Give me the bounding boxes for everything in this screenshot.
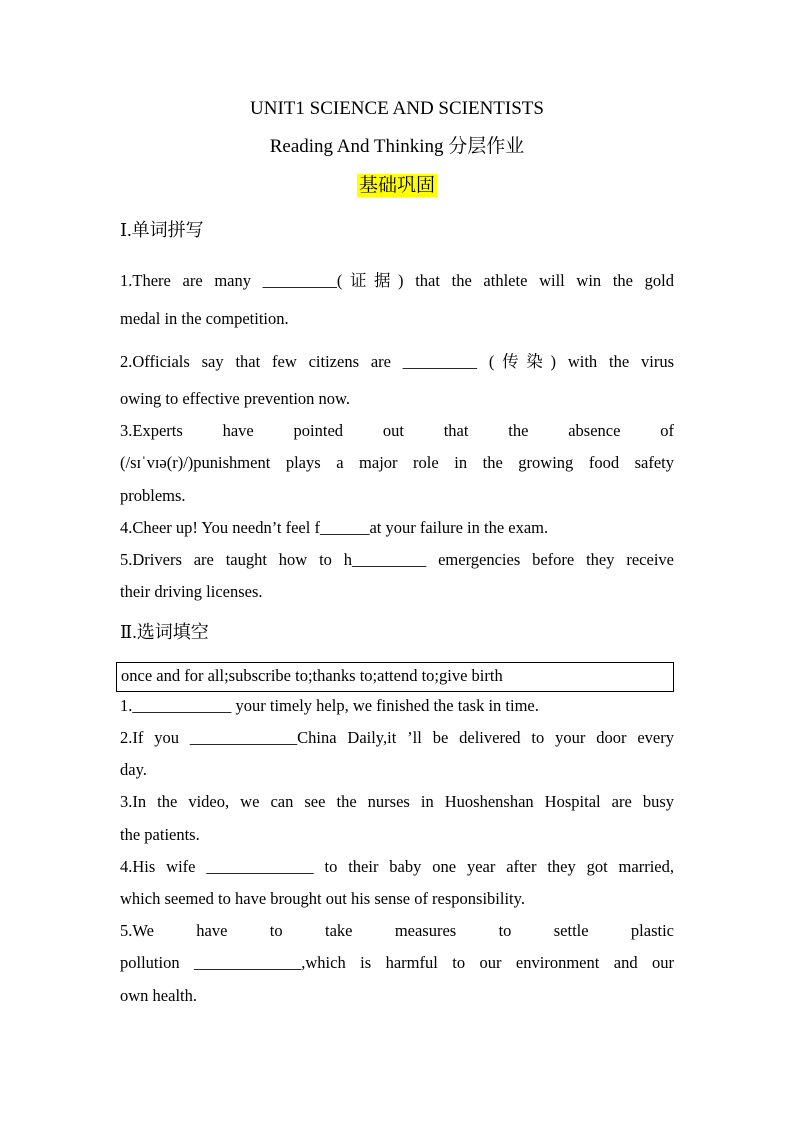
fill-blank-line: which seemed to have brought out his sense of responsibility. xyxy=(120,889,525,908)
fill-blank-line: 4.His wife _____________ to their baby one year after they got married, xyxy=(120,857,674,876)
spelling-line: medal in the competition. xyxy=(120,309,289,328)
fill-blank-line: 5.We have to take measures to settle plastic xyxy=(120,921,674,940)
fill-blank-line: pollution _____________,which is harmful to our environment and our xyxy=(120,953,674,972)
section-heading-spelling: Ⅰ.单词拼写 xyxy=(120,220,204,240)
fill-blank-line: 1.____________ your timely help, we finished the task in time. xyxy=(120,696,539,715)
section-heading-word-choice: Ⅱ.选词填空 xyxy=(120,622,209,642)
word-bank-box: once and for all;subscribe to;thanks to;attend to;give birth xyxy=(116,662,674,692)
spelling-line: 1.There are many _________(证据) that the athlete will win the gold xyxy=(120,271,674,290)
fill-blank-line: day. xyxy=(120,760,147,779)
level-badge: 基础巩固 xyxy=(358,175,435,196)
page-subtitle: Reading And Thinking 分层作业 xyxy=(269,136,525,157)
level-badge-row xyxy=(0,174,794,198)
spelling-line: 2.Officials say that few citizens are _________ (传染) with the virus xyxy=(120,352,674,371)
fill-blank-line: 2.If you _____________China Daily,it ’ll be delivered to your door every xyxy=(120,728,674,747)
fill-blank-line: the patients. xyxy=(120,825,200,844)
spelling-line: 4.Cheer up! You needn’t feel f______at your failure in the exam. xyxy=(120,518,549,537)
spelling-line: their driving licenses. xyxy=(120,582,263,601)
spelling-line: problems. xyxy=(120,486,186,505)
page-title: UNIT1 SCIENCE AND SCIENTISTS xyxy=(250,98,544,119)
spelling-line: (/sɪˈvɪə(r)/)punishment plays a major role in the growing food safety xyxy=(120,453,674,472)
fill-blank-line: 3.In the video, we can see the nurses in Huoshenshan Hospital are busy xyxy=(120,792,674,811)
spelling-line: 5.Drivers are taught how to h_________ emergencies before they receive xyxy=(120,550,674,569)
spelling-line: 3.Experts have pointed out that the absence of xyxy=(120,421,674,440)
fill-blank-line: own health. xyxy=(120,986,197,1005)
spelling-line: owing to effective prevention now. xyxy=(120,389,351,408)
